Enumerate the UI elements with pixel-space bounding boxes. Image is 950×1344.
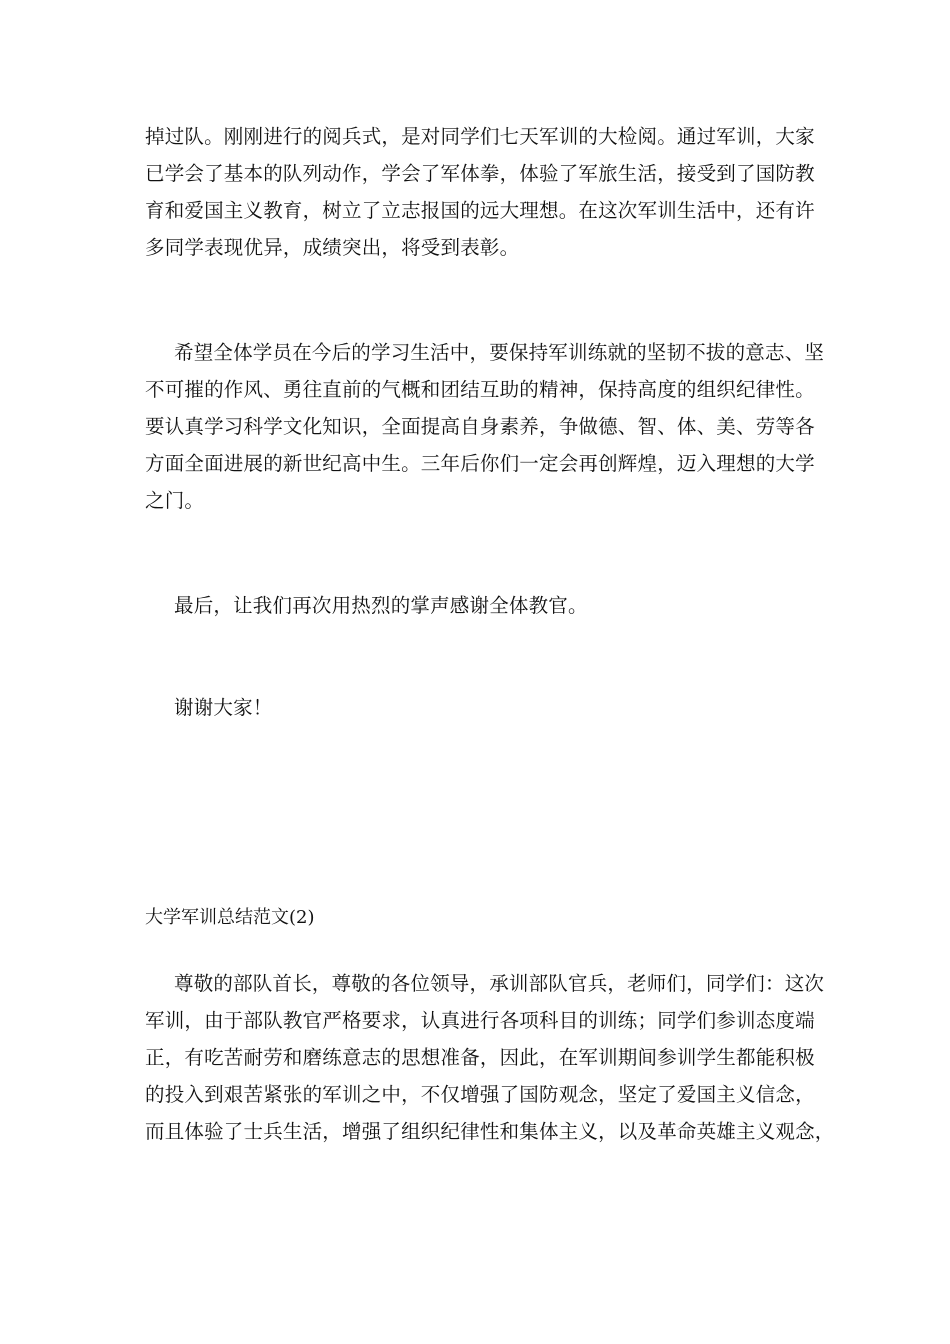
paragraph-1-line-2: 已学会了基本的队列动作，学会了军体拳，体验了军旅生活，接受到了国防教 — [145, 162, 815, 185]
paragraph-5-line-2: 军训，由于部队教官严格要求，认真进行各项科目的训练；同学们参训态度端 — [145, 1009, 815, 1032]
section-title: 大学军训总结范文(2) — [145, 907, 315, 928]
paragraph-1-line-4: 多同学表现优异，成绩突出，将受到表彰。 — [145, 236, 520, 259]
paragraph-5-line-1: 尊敬的部队首长，尊敬的各位领导，承训部队官兵，老师们，同学们：这次 — [174, 972, 825, 995]
paragraph-2-line-2: 不可摧的作风、勇往直前的气概和团结互助的精神，保持高度的组织纪律性。 — [145, 378, 815, 401]
paragraph-2-line-1: 希望全体学员在今后的学习生活中，要保持军训练就的坚韧不拔的意志、坚 — [174, 341, 825, 364]
paragraph-5-line-5: 而且体验了士兵生活，增强了组织纪律性和集体主义，以及革命英雄主义观念， — [145, 1120, 835, 1143]
paragraph-2-line-5: 之门。 — [145, 489, 205, 512]
paragraph-5-line-3: 正，有吃苦耐劳和磨练意志的思想准备，因此，在军训期间参训学生都能积极 — [145, 1046, 815, 1069]
paragraph-2-line-3: 要认真学习科学文化知识，全面提高自身素养，争做德、智、体、美、劳等各 — [145, 415, 815, 438]
paragraph-5-line-4: 的投入到艰苦紧张的军训之中，不仅增强了国防观念，坚定了爱国主义信念， — [145, 1083, 815, 1106]
paragraph-2-line-4: 方面全面进展的新世纪高中生。三年后你们一定会再创辉煌，迈入理想的大学 — [145, 452, 815, 475]
paragraph-4: 谢谢大家！ — [174, 696, 273, 719]
paragraph-3: 最后，让我们再次用热烈的掌声感谢全体教官。 — [174, 594, 588, 617]
paragraph-1-line-3: 育和爱国主义教育，树立了立志报国的远大理想。在这次军训生活中，还有许 — [145, 199, 815, 222]
paragraph-1-line-1: 掉过队。刚刚进行的阅兵式，是对同学们七天军训的大检阅。通过军训，大家 — [145, 125, 815, 148]
